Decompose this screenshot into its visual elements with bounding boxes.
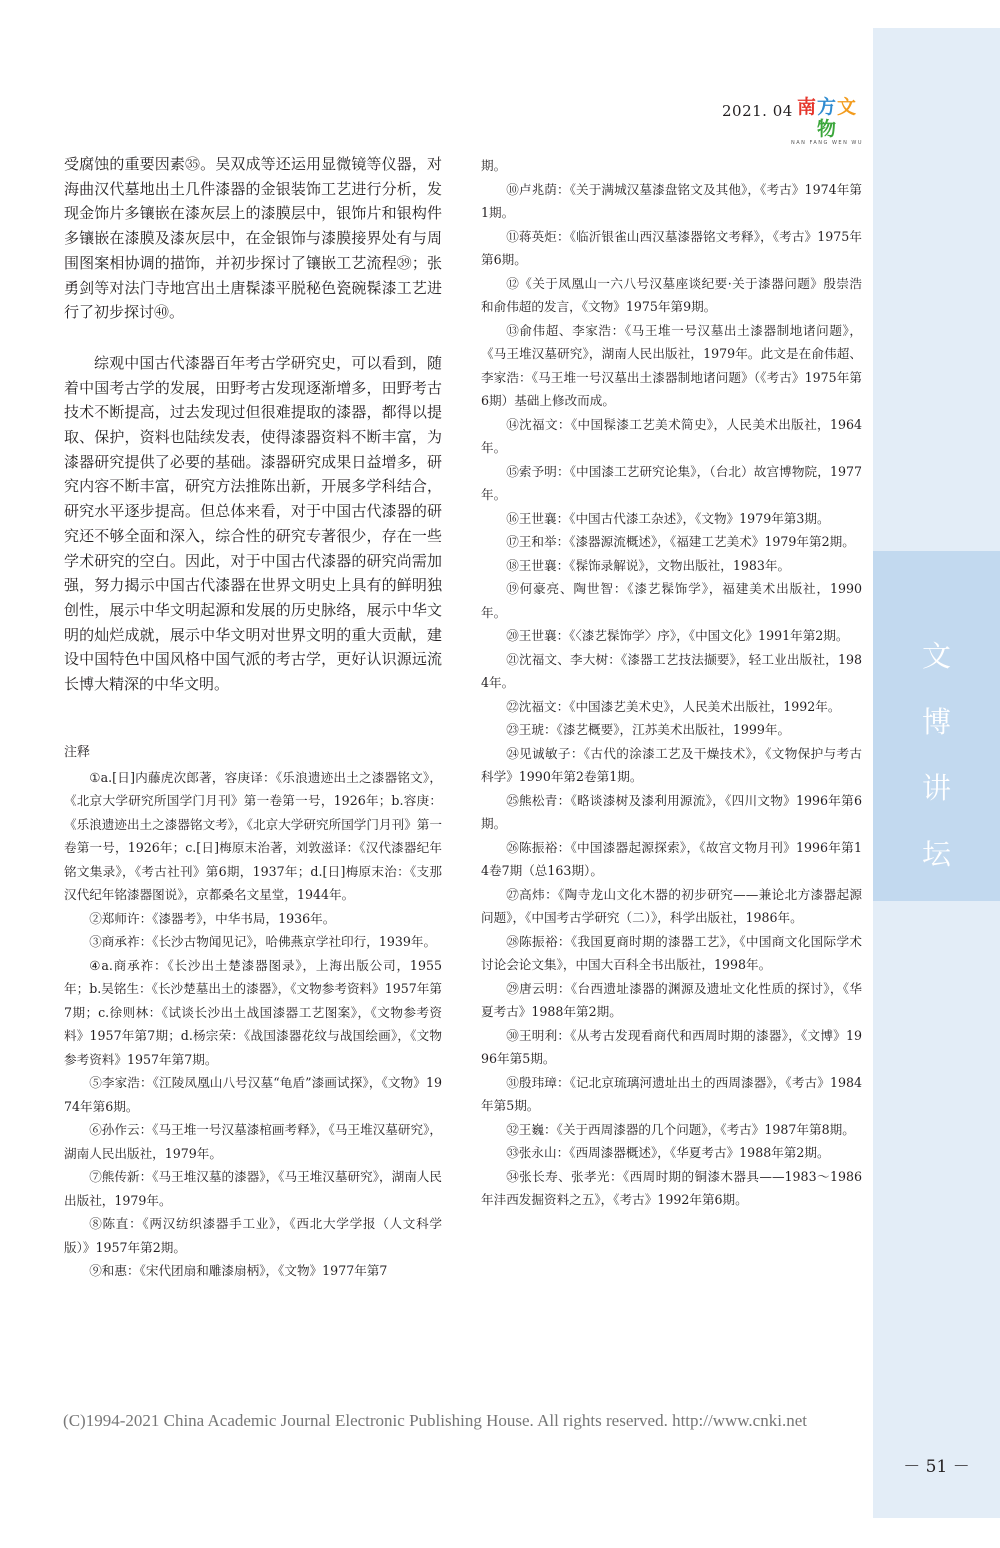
issue-date: 2021. 04	[722, 102, 793, 120]
copyright-notice: (C)1994-2021 China Academic Journal Electronic Publishing House. All rights reserved. http://www.cnki.net	[63, 1411, 807, 1430]
body-paragraph: 受腐蚀的重要因素㉟。吴双成等还运用显微镜等仪器，对海曲汉代墓地出土几件漆器的金银装饰工艺进行分析，发现金饰片多镶嵌在漆灰层上的漆膜层中，银饰片和银构件多镶嵌在漆膜及漆灰层中，在金银饰与漆膜接界处有与周围图案相协调的描饰，并初步探讨了镶嵌工艺流程㊴；张勇剑等对法门寺地宫出土唐髹漆平脱秘色瓷碗髹漆工艺进行了初步探讨㊵。	[64, 155, 442, 322]
section-title-char: 讲	[921, 771, 951, 805]
note-item: ㉓王琥：《漆艺概要》，江苏美术出版社，1999年。	[506, 722, 791, 737]
note-item: ㉔见诚敏子：《古代的涂漆工艺及干燥技术》，《文物保护与考古科学》1990年第2卷第1期。	[481, 745, 862, 784]
note-item: ⑯王世襄：《中国古代漆工杂述》，《文物》1979年第3期。	[506, 510, 830, 526]
notes-list-left	[64, 766, 442, 1283]
note-item: ㉚王明利：《从考古发现看商代和西周时期的漆器》，《文博》1996年第5期。	[481, 1027, 862, 1066]
note-item: ⑬俞伟超、李家浩：《马王堆一号汉墓出土漆器制地诸问题》，《马王堆汉墓研究》，湖南人民出版社，1979年。此文是在俞伟超、李家浩：《马王堆一号汉墓出土漆器制地诸问题》（《考古》1975年第6期）基础上修改而成。	[481, 322, 862, 408]
note-item: ㉖陈振裕：《中国漆器起源探索》，《故宫文物月刊》1996年第14卷7期（总163期）。	[481, 839, 862, 878]
section-title-char: 文	[921, 639, 951, 673]
logo-char: 物	[816, 118, 837, 140]
section-title-vertical	[873, 636, 1000, 900]
note-item: ㉑沈福文、李大树：《漆器工艺技法撷要》，轻工业出版社，1984年。	[481, 651, 862, 690]
note-item: ⑳王世襄：《〈漆艺髹饰学〉序》，《中国文化》1991年第2期。	[506, 628, 849, 643]
note-item: ㉞张长寿、张孝光：《西周时期的铜漆木器具——1983～1986年沣西发掘资料之五》，《考古》1992年第6期。	[481, 1168, 862, 1207]
note-item: ⑱王世襄：《髹饰录解说》，文物出版社，1983年。	[506, 557, 791, 573]
note-item: ㉕熊松青：《略谈漆树及漆利用源流》，《四川文物》1996年第6期。	[481, 792, 862, 831]
note-item: 期。	[481, 158, 507, 173]
logo-char: 南	[796, 96, 817, 118]
note-item: ⑫《关于凤凰山一六八号汉墓座谈纪要·关于漆器问题》殷崇浩和俞伟超的发言，《文物》1975年第9期。	[481, 275, 862, 314]
body-paragraph: 综观中国古代漆器百年考古学研究史，可以看到，随着中国考古学的发展，田野考古发现逐渐增多，田野考古技术不断提高，过去发现过但很难提取的漆器，都得以提取、保护，资料也陆续发表，使得漆器资料不断丰富，为漆器研究提供了必要的基础。漆器研究成果日益增多，研究内容不断丰富，研究方法推陈出新，开展多学科结合，研究水平逐步提高。但总体来看，对于中国古代漆器的研究还不够全面和深入，综合性的研究专著很少，存在一些学术研究的空白。因此，对于中国古代漆器的研究尚需加强，努力揭示中国古代漆器在世界文明史上具有的鲜明独创性，展示中华文明起源和发展的历史脉络，展示中华文明的灿烂成就，展示中华文明对世界文明的重大贡献，建设中国特色中国风格中国气派的考古学，更好认识源远流长博大精深的中华文明。	[64, 353, 442, 694]
section-title-char: 博	[921, 705, 951, 739]
note-item: ㉘陈振裕：《我国夏商时期的漆器工艺》，《中国商文化国际学术讨论会论文集》，中国大百科全书出版社，1998年。	[481, 933, 862, 972]
note-item: ③商承祚：《长沙古物闻见记》，哈佛燕京学社印行，1939年。	[89, 934, 437, 950]
note-item: ⑥孙作云：《马王堆一号汉墓漆棺画考释》，《马王堆汉墓研究》，湖南人民出版社，1979年。	[64, 1122, 442, 1161]
logo-char: 文	[837, 96, 858, 118]
notes-heading: 注释	[64, 744, 91, 760]
note-item: ⑮索予明：《中国漆工艺研究论集》，（台北）故宫博物院，1977年。	[481, 463, 862, 502]
note-item: ⑪蒋英炬：《临沂银雀山西汉墓漆器铭文考释》，《考古》1975年第6期。	[481, 228, 862, 267]
note-item: ⑩卢兆荫：《关于满城汉墓漆盘铭文及其他》，《考古》1974年第1期。	[481, 181, 862, 220]
logo-pinyin: NAN FANG WEN WU	[790, 140, 864, 146]
note-item: ㉝张永山：《西周漆器概述》，《华夏考古》1988年第2期。	[506, 1145, 830, 1160]
note-item: ⑰王和举：《漆器源流概述》，《福建工艺美术》1979年第2期。	[506, 534, 855, 549]
right-column	[481, 154, 862, 1212]
logo-wordmark	[787, 96, 867, 140]
note-item: ⑦熊传新：《马王堆汉墓的漆器》，《马王堆汉墓研究》，湖南人民出版社，1979年。	[64, 1169, 442, 1208]
note-item: ④a.商承祚：《长沙出土楚漆器图录》，上海出版公司，1955年；b.吴铭生：《长沙楚墓出土的漆器》，《文物参考资料》1957年第7期；c.徐则林：《试谈长沙出土战国漆器工艺图案》，《文物参考资料》1957年第7期；d.杨宗荣：《战国漆器花纹与战国绘画》，《文物参考资料》1957年第7期。	[64, 957, 442, 1067]
section-title-char: 坛	[921, 837, 951, 871]
note-item: ㉒沈福文：《中国漆艺美术史》，人民美术出版社，1992年。	[506, 698, 841, 714]
note-item: ⑲何豪亮、陶世智：《漆艺髹饰学》，福建美术出版社，1990年。	[481, 581, 862, 620]
notes-list-right	[481, 154, 862, 1212]
journal-logo	[787, 96, 867, 146]
note-item: ①a.[日]内藤虎次郎著，容庚译：《乐浪遗迹出土之漆器铭文》，《北京大学研究所国学门月刊》第一卷第一号，1926年；b.容庚：《乐浪遗迹出土之漆器铭文考》，《北京大学研究所国学门月刊》第一卷第一号，1926年；c.[日]梅原末治著，刘敦滋译：《汉代漆器纪年铭文集录》，《考古社刊》第6期，1937年；d.[日]梅原末治：《支那汉代纪年铭漆器图说》，京都桑名文星堂，1944年。	[64, 769, 442, 903]
note-item: ㉛殷玮璋：《记北京琉璃河遗址出土的西周漆器》，《考古》1984年第5期。	[481, 1074, 862, 1113]
note-item: ㉗高炜：《陶寺龙山文化木器的初步研究——兼论北方漆器起源问题》，《中国考古学研究（二）》，科学出版社，1986年。	[481, 886, 862, 925]
note-item: ⑤李家浩：《江陵凤凰山八号汉墓“龟盾”漆画试探》，《文物》1974年第6期。	[64, 1075, 442, 1114]
left-column	[64, 152, 442, 1283]
note-item: ㉜王巍：《关于西周漆器的几个问题》，《考古》1987年第8期。	[506, 1121, 855, 1137]
page-number: － 51 －	[903, 1457, 970, 1477]
note-item: ⑨和惠：《宋代团扇和雕漆扇柄》，《文物》1977年第7	[89, 1263, 388, 1279]
note-item: ㉙唐云明：《台西遗址漆器的渊源及遗址文化性质的探讨》，《华夏考古》1988年第2期。	[481, 980, 862, 1019]
note-item: ⑧陈直：《两汉纺织漆器手工业》，《西北大学学报（人文科学版）》1957年第2期。	[64, 1216, 442, 1255]
note-item: ⑭沈福文：《中国髹漆工艺美术简史》，人民美术出版社，1964年。	[481, 416, 862, 455]
logo-char: 方	[816, 96, 837, 118]
note-item: ②郑师许：《漆器考》，中华书局，1936年。	[89, 910, 336, 926]
